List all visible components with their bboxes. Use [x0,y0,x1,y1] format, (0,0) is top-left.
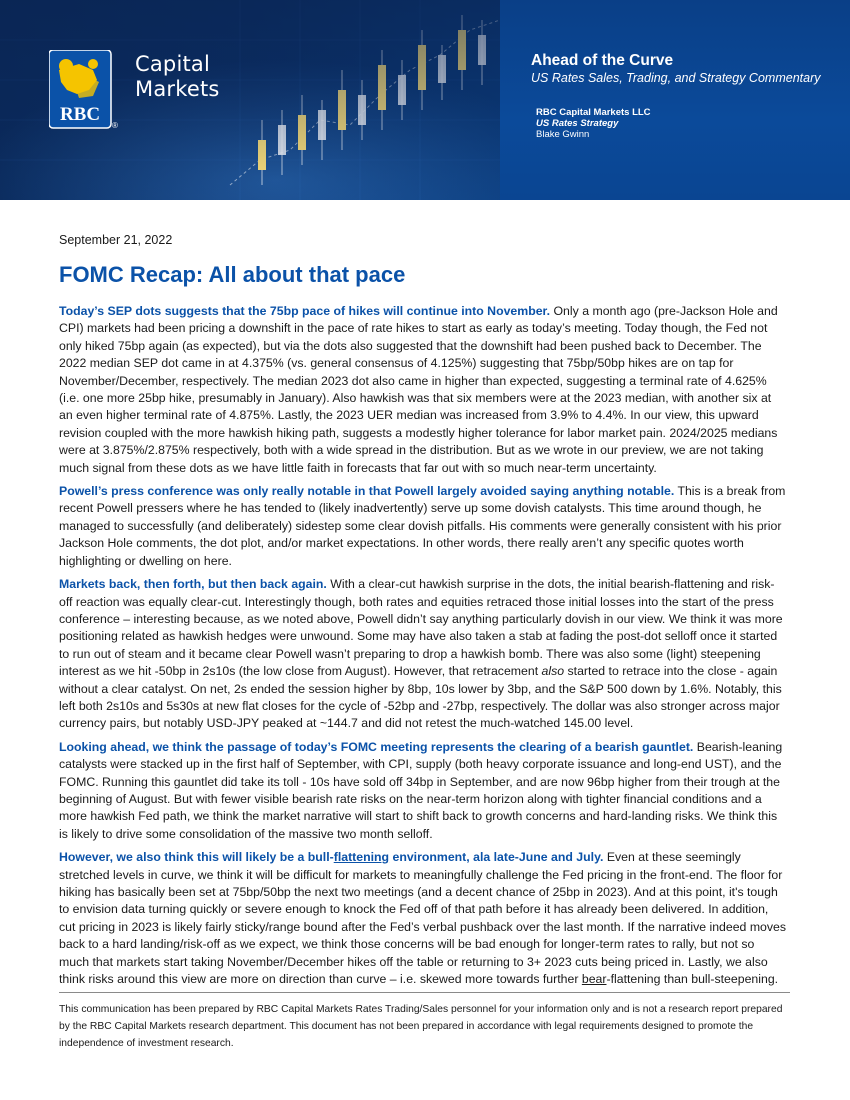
paragraph-text: Only a month ago (pre-Jackson Hole and CPI) markets had been pricing a downshift in the pace of rate hikes to start as early as today’s meeting. Today though, the Fed not only hiked 75bp again (as expected), but via the dots also suggested that the downshift had been pushed back to December. The 2022 median SEP dot came in at 4.375% (vs. general consensus of 4.125%) suggesting that 75bp/50bp hikes are on tap for November/December, respectively. The median 2023 dot also came in higher than expected, suggesting a terminal rate of 4.625% (i.e. one more 25bp hike, presumably in January). Also hawkish was that six members were at the 2023 median, with another six at an even higher terminal rate of 4.875%. Lastly, the 2023 UER median was increased from 3.9% to 4.4%. In our view, this upward revision coupled with the more hawkish hiking path, suggests a modestly higher tolerance for labor market pain. 2024/2025 medians were at 3.875%/2.875% respectively, both with a wide spread in the distribution. But as we wrote in our preview, we are not taking much signal from these dots as we have little faith in forecasts that far out with so much near-term uncertainty. [59,304,778,475]
paragraph-sep-dots [59,303,787,477]
paragraph-text: This is a break from recent Powell pressers where he has tended to (likely inadvertently) serve up some dovish catalysts. This time around though, he managed to successfully (and deliberately) sidestep some clear dovish pitfalls. His comments were generally consistent with his prior Jackson Hole comments, the dot plot, and/or market expectations. In other words, there really aren’t any specific quotes worth highlighting or dwelling on here. [59,484,786,568]
rbc-logo-icon [49,50,119,132]
paragraph-text: started to retrace into the close - again without a clear catalyst. On net, 2s ended the session higher by 8bp, 10s lower by 3bp, and the S&P 500 down by 1.6%. Notably, this left both 2s10s and 5s30s at new flat closes for the cycle of -52bp and -27bp, respectively. The dollar was also stronger across major currency pairs, but notably USD-JPY peaked at ~144.7 and did not retest the much-watched 145.00 level. [59,664,782,731]
paragraph-lead-part: environment, ala late-June and July. [389,850,604,865]
paragraph-text: Even at these seemingly stretched levels in curve, we think it will be difficult for markets to meaningfully challenge the Fed pricing in the front-end. The floor for hiking has basically been set at 75bp/50bp the next two meetings (and a decent chance of 25bp in 2023). And at this point, it's tough to envision data turning quickly or severe enough to knock the Fed off of that path before it has already been delivered. In addition, cut pricing in 2023 is likely fairly sticky/range bound after the Fed’s verbal pushback over the last month. If the narrative indeed moves back to a hard landing/risk-off as we expect, we think those concerns will be bad enough for longer-term rates to rally, but not so much that markets start taking November/December hikes off the table or returning to 3+ 2023 cuts being priced in. Lastly, we also think risks around this view are more on direction than curve – i.e. skewed more towards further [59,850,787,987]
footer-divider [59,992,790,993]
paragraph-lead: Today’s SEP dots suggests that the 75bp pace of hikes will continue into November. [59,304,551,318]
paragraph-text: With a clear-cut hawkish surprise in the dots, the initial bearish-flattening and risk-off reaction was equally clear-cut. Interestingly though, both rates and equities retraced those initial losses into the start of the press conference – interesting because, as we noted above, Powell didn’t say anything particularly dovish in our view. We think it was more positioning related as hawkish hedges were unwound. Some may have also taken a stab at fading the post-dot selloff once it started to run out of steam and it became clear Powell wasn’t preparing to drop a hawkish bomb. There was also some (light) steepening interest as we hit -50bp in 2s10s (the low close from August). However, that retracement [59,577,783,679]
author-name: Blake Gwinn [536,129,590,140]
department-name: US Rates Strategy [536,118,619,129]
report-date: September 21, 2022 [59,233,173,247]
paragraph-looking-ahead [59,739,787,843]
disclaimer: This communication has been prepared by RBC Capital Markets Rates Trading/Sales personnel for your information only and is not a research report prepared by the RBC Capital Markets research department. This document has not been prepared in accordance with legal requirements designed to promote the independence of investment research. [59,1004,783,1049]
paragraph-lead-underline: flattening [333,850,390,865]
paragraph-text: -flattening than bull-steepening. [606,972,779,987]
paragraph-lead-part: However, we also think this will likely be a bull- [59,850,334,865]
header-banner [0,0,850,200]
logo-badge-text: RBC [59,104,101,125]
paragraph-lead: Powell’s press conference was only really notable in that Powell largely avoided saying anything notable. [59,484,675,499]
paragraph-underline: bear [581,972,607,987]
logo-registered-mark: ® [112,121,118,130]
paragraph-lead: Markets back, then forth, but then back again. [59,577,327,592]
publication-title: Ahead of the Curve [531,52,674,69]
firm-name: RBC Capital Markets LLC [536,107,651,118]
logo-line-capital: Capital [135,52,211,76]
paragraph-emphasis: also [541,664,565,679]
logo-line-markets: Markets [135,77,220,101]
banner-title-panel [500,0,850,200]
paragraph-text: Bearish-leaning catalysts were stacked up in the first half of September, with CPI, supply (both heavy corporate issuance and long-end UST), and the FOMC. Running this gauntlet did take its toll - 10s have sold off 34bp in September, and are now 96bp higher from their trough at the beginning of August. But with fewer visible bearish rate risks on the near-term horizon along with tighter financial conditions and a more hawkish Fed path, we think the market narrative will start to shift back to growth concerns and hard-landing risks. We think this is likely to drive some consolidation of the massive two month selloff. [59,739,783,841]
publication-subtitle: US Rates Sales, Trading, and Strategy Commentary [531,71,821,85]
logo-wordmark [135,52,220,102]
page-title: FOMC Recap: All about that pace [59,262,406,287]
paragraph-bull-flattening [59,849,787,988]
paragraph-lead [59,850,603,864]
report-body [59,303,787,994]
paragraph-lead: Looking ahead, we think the passage of today’s FOMC meeting represents the clearing of a bearish gauntlet. [59,739,694,754]
paragraph-markets [59,576,787,733]
paragraph-press-conference [59,483,787,570]
